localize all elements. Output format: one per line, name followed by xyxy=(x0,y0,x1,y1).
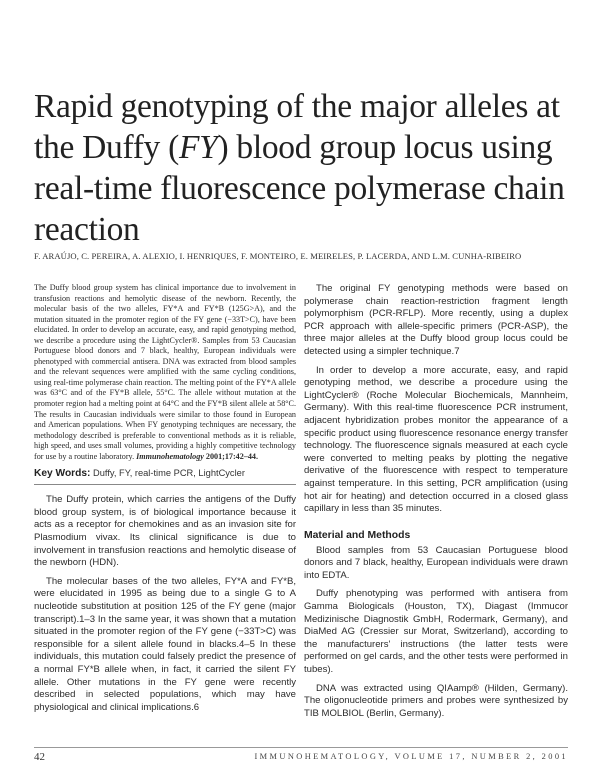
section-heading-methods: Material and Methods xyxy=(304,529,411,541)
page-number: 42 xyxy=(34,751,45,763)
abstract-citation-journal: Immunohematology xyxy=(136,451,204,461)
abstract xyxy=(34,283,296,462)
methods-text xyxy=(304,545,568,721)
paragraph: DNA was extracted using QIAamp® (Hilden, Germany). The oligonucleotide primers and probes were synthesized by TIB MOLBIOL (Berlin, Germany). xyxy=(304,682,568,719)
title-gene-symbol: FY xyxy=(178,129,218,166)
left-column xyxy=(34,283,296,720)
keywords-label: Key Words: xyxy=(34,468,91,480)
paragraph: Blood samples from 53 Caucasian Portuguese blood donors and 7 black, healthy, European individuals were drawn into EDTA. xyxy=(304,544,568,581)
right-column xyxy=(304,283,568,726)
abstract-citation-volume: 2001;17:42–44. xyxy=(205,451,259,461)
title-text: Rapid genotyping of the major alleles at the Duffy ( xyxy=(34,88,560,166)
abstract-divider xyxy=(34,484,296,485)
keywords-text: Duffy, FY, real-time PCR, LightCycler xyxy=(93,468,245,479)
paragraph: The Duffy protein, which carries the antigens of the Duffy blood group system, is of biological importance because it acts as a receptor for chemokines and as an invasion site for Plasmodium vivax. Its clinical significance is due to involvement in transfusion reactions and hemolytic disease of the newborn (HDN). xyxy=(34,494,296,569)
title-text-end: ) blood group locus using real-time fluorescence polymerase chain reaction xyxy=(34,129,565,248)
introduction-continued xyxy=(304,283,568,516)
keywords xyxy=(34,468,296,479)
author-list: F. ARAÚJO, C. PEREIRA, A. ALEXIO, I. HENRIQUES, F. MONTEIRO, E. MEIRELES, P. LACERDA, AND L.M. CUNHA-RIBEIRO xyxy=(34,251,522,261)
paragraph: Duffy phenotyping was performed with antisera from Gamma Biologicals (Houston, TX), Diagast (Immucor Medizinische Diagnostik GmbH, Rodermark, Germany), and DiaMed AG (Cressier sur Morat, Switzerland), according to the manufacturers' instructions (the latter tests were performed on gel cards, and the other tests were performed in tubes). xyxy=(304,588,568,676)
paragraph: In order to develop a more accurate, easy, and rapid genotyping method, we describe a procedure using the LightCycler® (Roche Molecular Biochemicals, Mannheim, Germany). With this real-time fluorescence PCR instrument, adjacent hybridization probes monitor the appearance of a specific product using fluorescence resonance energy transfer technology. The fluorescence signals measured at each cycle were converted to melting peaks by plotting the negative derivative of the fluorescence with respect to temperature against temperature. In this setting, PCR amplification (using hot air for heating) and detection occurred in a closed glass capillary in less than 35 minutes. xyxy=(304,364,568,515)
introduction-text xyxy=(34,494,296,714)
paragraph: The original FY genotyping methods were based on polymerase chain reaction-restriction fragment length polymorphism (PCR-RFLP). More recently, using a duplex PCR approach with allele-specific primers (PCR-ASP), the three major alleles at the Duffy blood group locus could be detected using a simpler technique.7 xyxy=(304,283,568,357)
abstract-text: The Duffy blood group system has clinical importance due to involvement in transfusion reactions and hemolytic disease of the newborn. Recently, the molecular basis of the two alleles, FY*A and FY*B (125G>A), and the mutation situated in the promoter region of the FY gene (−33T>C), have been elucidated. In order to develop an accurate, easy, and rapid genotyping method, we describe a procedure using the LightCycler®. Samples from 53 Caucasian Portuguese blood donors and 7 black, healthy, European individuals were phenotyped with commercial antisera. DNA was extracted from blood samples and the relevant sequences were amplified with the same cycling conditions, using real-time polymerase chain reaction. The melting point of the FY*A allele was 63°C and of the FY*B allele, 55°C. The allele without mutation at the promoter region had a melting point at 64°C and the FY*B silent allele at 58°C. The results in Caucasian individuals were similar to those found in European and American populations. When FY genotyping techniques are necessary, the methodology described is preferable to conventional methods as it is reliable, high speed, and uses small volumes, providing a highly competitive technology for use by a routine laboratory. xyxy=(34,283,296,461)
footer-divider xyxy=(34,747,568,748)
journal-running-footer: IMMUNOHEMATOLOGY, VOLUME 17, NUMBER 2, 2001 xyxy=(254,752,568,761)
article-title xyxy=(34,86,574,250)
paragraph: The molecular bases of the two alleles, FY*A and FY*B, were elucidated in 1995 as being due to a single G to A nucleotide substitution at position 125 of the FY gene (major transcript).1–3 In the same year, it was shown that a mutation situated in the promoter region of the FY gene (−33T>C) was responsible for a silent allele found in blacks.4–5 In these individuals, this mutation could falsely predict the presence of a normal FY*B allele when, in fact, it carried the silent FY allele. Other mutations in the FY gene were recently described in selected populations, which may have physiological and clinical implications.6 xyxy=(34,575,296,713)
